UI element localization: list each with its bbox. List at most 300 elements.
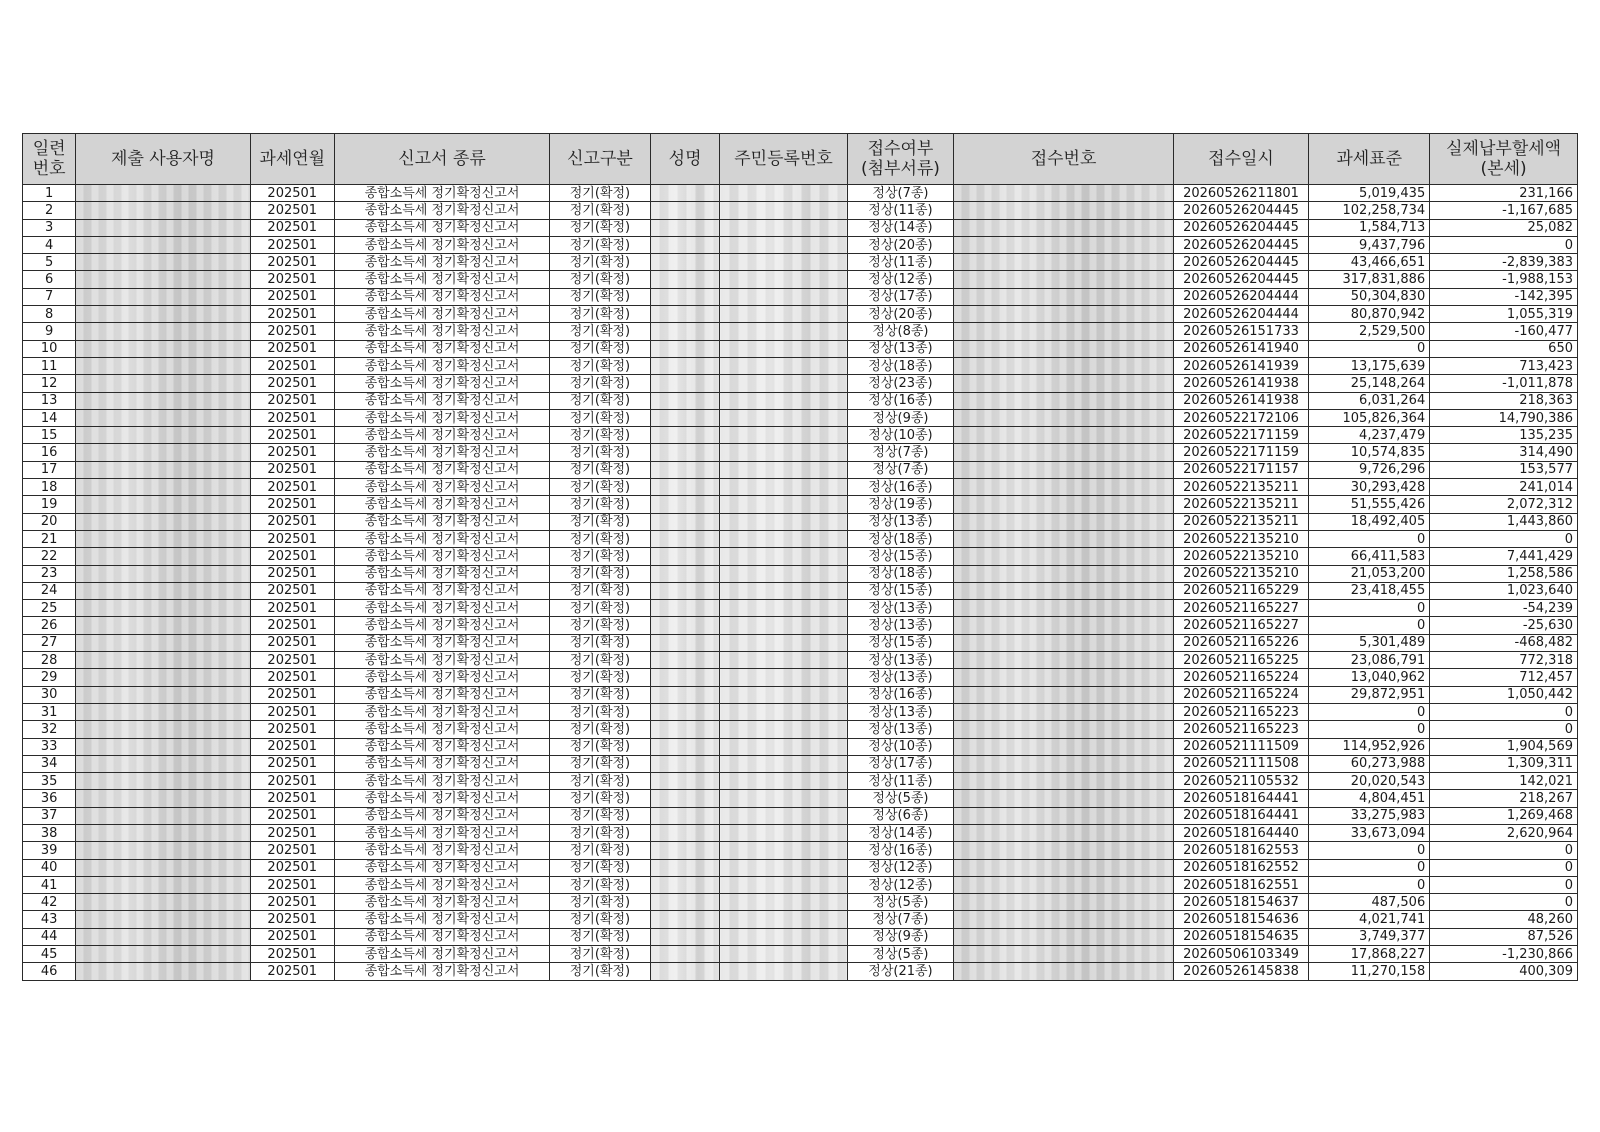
table-row <box>23 513 1578 530</box>
cell-resident-id-redacted <box>720 824 847 841</box>
header-tax-base-label: 과세표준 <box>1336 149 1403 169</box>
cell-name-redacted <box>650 409 720 426</box>
cell-seq: 32 <box>23 721 76 738</box>
cell-seq: 14 <box>23 409 76 426</box>
cell-tax-period: 202501 <box>250 496 334 513</box>
cell-form-type: 종합소득세 정기확정신고서 <box>334 790 549 807</box>
cell-receipt-time: 20260526204444 <box>1173 306 1308 323</box>
cell-tax-base: 60,273,988 <box>1309 755 1430 772</box>
cell-actual-tax: 2,072,312 <box>1430 496 1578 513</box>
cell-submitter-redacted <box>76 565 250 582</box>
cell-tax-period: 202501 <box>250 911 334 928</box>
table-row <box>23 876 1578 893</box>
cell-receipt-no-redacted <box>954 928 1174 945</box>
table-row <box>23 340 1578 357</box>
header-form-type <box>334 134 549 185</box>
cell-form-type: 종합소득세 정기확정신고서 <box>334 444 549 461</box>
cell-submitter-redacted <box>76 634 250 651</box>
table-row <box>23 254 1578 271</box>
table-row <box>23 790 1578 807</box>
cell-actual-tax: 772,318 <box>1430 652 1578 669</box>
cell-submitter-redacted <box>76 842 250 859</box>
cell-tax-base: 50,304,830 <box>1309 288 1430 305</box>
cell-receipt-time: 20260518164441 <box>1173 790 1308 807</box>
cell-receipt-status: 정상(13종) <box>847 669 954 686</box>
cell-tax-period: 202501 <box>250 842 334 859</box>
cell-seq: 46 <box>23 963 76 980</box>
cell-tax-period: 202501 <box>250 219 334 236</box>
cell-actual-tax: 1,023,640 <box>1430 582 1578 599</box>
table-row <box>23 859 1578 876</box>
cell-form-type: 종합소득세 정기확정신고서 <box>334 271 549 288</box>
cell-receipt-time: 20260521165224 <box>1173 686 1308 703</box>
header-form-type-label: 신고서 종류 <box>398 149 486 169</box>
cell-resident-id-redacted <box>720 928 847 945</box>
cell-submitter-redacted <box>76 185 250 202</box>
cell-tax-base: 29,872,951 <box>1309 686 1430 703</box>
cell-submitter-redacted <box>76 496 250 513</box>
cell-actual-tax: 25,082 <box>1430 219 1578 236</box>
cell-seq: 38 <box>23 824 76 841</box>
cell-filing-type: 정기(확정) <box>550 600 651 617</box>
cell-tax-base: 21,053,200 <box>1309 565 1430 582</box>
cell-submitter-redacted <box>76 703 250 720</box>
cell-seq: 6 <box>23 271 76 288</box>
cell-resident-id-redacted <box>720 306 847 323</box>
table-row <box>23 894 1578 911</box>
cell-tax-base: 102,258,734 <box>1309 202 1430 219</box>
table-row <box>23 271 1578 288</box>
cell-actual-tax: 1,050,442 <box>1430 686 1578 703</box>
cell-form-type: 종합소득세 정기확정신고서 <box>334 461 549 478</box>
cell-resident-id-redacted <box>720 340 847 357</box>
cell-receipt-no-redacted <box>954 634 1174 651</box>
table-row <box>23 617 1578 634</box>
cell-receipt-status: 정상(9종) <box>847 928 954 945</box>
cell-form-type: 종합소득세 정기확정신고서 <box>334 928 549 945</box>
cell-receipt-no-redacted <box>954 911 1174 928</box>
table-row <box>23 357 1578 374</box>
cell-receipt-time: 20260518162551 <box>1173 876 1308 893</box>
cell-tax-base: 487,506 <box>1309 894 1430 911</box>
cell-seq: 1 <box>23 185 76 202</box>
cell-filing-type: 정기(확정) <box>550 790 651 807</box>
cell-filing-type: 정기(확정) <box>550 946 651 963</box>
cell-tax-period: 202501 <box>250 340 334 357</box>
cell-receipt-status: 정상(13종) <box>847 513 954 530</box>
cell-actual-tax: 14,790,386 <box>1430 409 1578 426</box>
cell-submitter-redacted <box>76 219 250 236</box>
table-row <box>23 582 1578 599</box>
cell-submitter-redacted <box>76 202 250 219</box>
cell-name-redacted <box>650 963 720 980</box>
cell-receipt-status: 정상(23종) <box>847 375 954 392</box>
cell-tax-base: 9,726,296 <box>1309 461 1430 478</box>
header-filing-type <box>550 134 651 185</box>
cell-receipt-status: 정상(7종) <box>847 911 954 928</box>
cell-filing-type: 정기(확정) <box>550 323 651 340</box>
cell-receipt-no-redacted <box>954 236 1174 253</box>
cell-seq: 41 <box>23 876 76 893</box>
cell-actual-tax: 0 <box>1430 842 1578 859</box>
cell-receipt-no-redacted <box>954 254 1174 271</box>
cell-seq: 18 <box>23 479 76 496</box>
cell-actual-tax: 0 <box>1430 530 1578 547</box>
cell-receipt-status: 정상(17종) <box>847 288 954 305</box>
cell-seq: 17 <box>23 461 76 478</box>
cell-name-redacted <box>650 755 720 772</box>
cell-submitter-redacted <box>76 963 250 980</box>
cell-receipt-no-redacted <box>954 375 1174 392</box>
cell-tax-base: 43,466,651 <box>1309 254 1430 271</box>
cell-receipt-no-redacted <box>954 219 1174 236</box>
cell-tax-base: 11,270,158 <box>1309 963 1430 980</box>
table-row <box>23 669 1578 686</box>
cell-form-type: 종합소득세 정기확정신고서 <box>334 894 549 911</box>
cell-seq: 29 <box>23 669 76 686</box>
cell-tax-period: 202501 <box>250 773 334 790</box>
cell-receipt-time: 20260526204444 <box>1173 288 1308 305</box>
cell-receipt-status: 정상(13종) <box>847 617 954 634</box>
cell-receipt-time: 20260526204445 <box>1173 202 1308 219</box>
cell-seq: 27 <box>23 634 76 651</box>
cell-name-redacted <box>650 185 720 202</box>
cell-submitter-redacted <box>76 911 250 928</box>
cell-submitter-redacted <box>76 323 250 340</box>
cell-tax-base: 0 <box>1309 617 1430 634</box>
cell-submitter-redacted <box>76 738 250 755</box>
cell-receipt-time: 20260518164440 <box>1173 824 1308 841</box>
cell-submitter-redacted <box>76 807 250 824</box>
cell-receipt-time: 20260522135211 <box>1173 479 1308 496</box>
cell-resident-id-redacted <box>720 513 847 530</box>
cell-actual-tax: 2,620,964 <box>1430 824 1578 841</box>
cell-receipt-no-redacted <box>954 894 1174 911</box>
cell-form-type: 종합소득세 정기확정신고서 <box>334 340 549 357</box>
cell-receipt-time: 20260521165225 <box>1173 652 1308 669</box>
cell-name-redacted <box>650 876 720 893</box>
cell-seq: 43 <box>23 911 76 928</box>
cell-filing-type: 정기(확정) <box>550 548 651 565</box>
cell-receipt-time: 20260521165227 <box>1173 617 1308 634</box>
cell-resident-id-redacted <box>720 600 847 617</box>
cell-tax-period: 202501 <box>250 963 334 980</box>
cell-tax-period: 202501 <box>250 271 334 288</box>
cell-name-redacted <box>650 565 720 582</box>
cell-seq: 9 <box>23 323 76 340</box>
table-row <box>23 375 1578 392</box>
cell-seq: 3 <box>23 219 76 236</box>
cell-resident-id-redacted <box>720 617 847 634</box>
cell-resident-id-redacted <box>720 530 847 547</box>
cell-actual-tax: 650 <box>1430 340 1578 357</box>
header-actual-tax <box>1430 134 1578 185</box>
cell-form-type: 종합소득세 정기확정신고서 <box>334 565 549 582</box>
cell-receipt-no-redacted <box>954 703 1174 720</box>
cell-form-type: 종합소득세 정기확정신고서 <box>334 911 549 928</box>
cell-resident-id-redacted <box>720 963 847 980</box>
cell-seq: 28 <box>23 652 76 669</box>
cell-filing-type: 정기(확정) <box>550 894 651 911</box>
cell-resident-id-redacted <box>720 807 847 824</box>
cell-receipt-no-redacted <box>954 824 1174 841</box>
cell-tax-period: 202501 <box>250 530 334 547</box>
table-row <box>23 306 1578 323</box>
cell-receipt-status: 정상(12종) <box>847 859 954 876</box>
cell-filing-type: 정기(확정) <box>550 565 651 582</box>
cell-tax-period: 202501 <box>250 409 334 426</box>
cell-tax-base: 317,831,886 <box>1309 271 1430 288</box>
cell-receipt-time: 20260521165227 <box>1173 600 1308 617</box>
cell-tax-period: 202501 <box>250 807 334 824</box>
cell-resident-id-redacted <box>720 755 847 772</box>
cell-receipt-time: 20260526204445 <box>1173 219 1308 236</box>
cell-receipt-status: 정상(13종) <box>847 652 954 669</box>
cell-receipt-status: 정상(20종) <box>847 236 954 253</box>
cell-filing-type: 정기(확정) <box>550 824 651 841</box>
cell-name-redacted <box>650 652 720 669</box>
cell-filing-type: 정기(확정) <box>550 461 651 478</box>
cell-filing-type: 정기(확정) <box>550 738 651 755</box>
cell-form-type: 종합소득세 정기확정신고서 <box>334 496 549 513</box>
cell-receipt-no-redacted <box>954 565 1174 582</box>
cell-tax-period: 202501 <box>250 894 334 911</box>
cell-resident-id-redacted <box>720 669 847 686</box>
cell-tax-period: 202501 <box>250 824 334 841</box>
cell-filing-type: 정기(확정) <box>550 755 651 772</box>
cell-actual-tax: 48,260 <box>1430 911 1578 928</box>
cell-tax-period: 202501 <box>250 306 334 323</box>
table-row <box>23 236 1578 253</box>
cell-form-type: 종합소득세 정기확정신고서 <box>334 703 549 720</box>
cell-receipt-no-redacted <box>954 859 1174 876</box>
cell-receipt-time: 20260522172106 <box>1173 409 1308 426</box>
cell-resident-id-redacted <box>720 219 847 236</box>
cell-filing-type: 정기(확정) <box>550 911 651 928</box>
table-row <box>23 807 1578 824</box>
cell-filing-type: 정기(확정) <box>550 876 651 893</box>
cell-receipt-no-redacted <box>954 496 1174 513</box>
cell-seq: 44 <box>23 928 76 945</box>
cell-name-redacted <box>650 824 720 841</box>
cell-seq: 15 <box>23 427 76 444</box>
cell-receipt-time: 20260526211801 <box>1173 185 1308 202</box>
cell-form-type: 종합소득세 정기확정신고서 <box>334 306 549 323</box>
cell-receipt-status: 정상(11종) <box>847 254 954 271</box>
cell-tax-period: 202501 <box>250 254 334 271</box>
cell-receipt-no-redacted <box>954 306 1174 323</box>
cell-form-type: 종합소득세 정기확정신고서 <box>334 513 549 530</box>
table-row <box>23 842 1578 859</box>
cell-seq: 33 <box>23 738 76 755</box>
cell-submitter-redacted <box>76 773 250 790</box>
table-row <box>23 928 1578 945</box>
cell-tax-period: 202501 <box>250 928 334 945</box>
cell-tax-base: 80,870,942 <box>1309 306 1430 323</box>
cell-receipt-status: 정상(13종) <box>847 340 954 357</box>
cell-actual-tax: 712,457 <box>1430 669 1578 686</box>
cell-receipt-time: 20260518154637 <box>1173 894 1308 911</box>
cell-resident-id-redacted <box>720 461 847 478</box>
cell-actual-tax: 0 <box>1430 859 1578 876</box>
cell-receipt-status: 정상(20종) <box>847 306 954 323</box>
cell-tax-base: 17,868,227 <box>1309 946 1430 963</box>
header-seq-label: 일련 번호 <box>32 139 66 179</box>
cell-receipt-time: 20260522135210 <box>1173 548 1308 565</box>
cell-name-redacted <box>650 219 720 236</box>
cell-tax-period: 202501 <box>250 236 334 253</box>
cell-receipt-no-redacted <box>954 392 1174 409</box>
cell-seq: 4 <box>23 236 76 253</box>
cell-resident-id-redacted <box>720 876 847 893</box>
cell-receipt-status: 정상(13종) <box>847 703 954 720</box>
cell-filing-type: 정기(확정) <box>550 582 651 599</box>
cell-filing-type: 정기(확정) <box>550 928 651 945</box>
cell-form-type: 종합소득세 정기확정신고서 <box>334 288 549 305</box>
cell-submitter-redacted <box>76 617 250 634</box>
cell-receipt-no-redacted <box>954 600 1174 617</box>
cell-receipt-status: 정상(15종) <box>847 582 954 599</box>
cell-submitter-redacted <box>76 427 250 444</box>
cell-tax-base: 0 <box>1309 721 1430 738</box>
cell-form-type: 종합소득세 정기확정신고서 <box>334 773 549 790</box>
cell-resident-id-redacted <box>720 842 847 859</box>
cell-filing-type: 정기(확정) <box>550 392 651 409</box>
cell-receipt-status: 정상(18종) <box>847 357 954 374</box>
cell-tax-period: 202501 <box>250 686 334 703</box>
cell-receipt-no-redacted <box>954 738 1174 755</box>
cell-form-type: 종합소득세 정기확정신고서 <box>334 479 549 496</box>
cell-receipt-no-redacted <box>954 323 1174 340</box>
cell-filing-type: 정기(확정) <box>550 842 651 859</box>
cell-receipt-no-redacted <box>954 582 1174 599</box>
cell-form-type: 종합소득세 정기확정신고서 <box>334 548 549 565</box>
cell-actual-tax: -142,395 <box>1430 288 1578 305</box>
cell-tax-period: 202501 <box>250 738 334 755</box>
cell-tax-period: 202501 <box>250 427 334 444</box>
cell-tax-base: 4,021,741 <box>1309 911 1430 928</box>
cell-receipt-no-redacted <box>954 427 1174 444</box>
cell-receipt-status: 정상(19종) <box>847 496 954 513</box>
cell-name-redacted <box>650 686 720 703</box>
cell-form-type: 종합소득세 정기확정신고서 <box>334 807 549 824</box>
table-row <box>23 548 1578 565</box>
cell-receipt-status: 정상(10종) <box>847 738 954 755</box>
header-receipt-status-label: 접수여부 (첨부서류) <box>860 139 940 179</box>
cell-form-type: 종합소득세 정기확정신고서 <box>334 824 549 841</box>
cell-receipt-status: 정상(6종) <box>847 807 954 824</box>
cell-seq: 45 <box>23 946 76 963</box>
cell-seq: 12 <box>23 375 76 392</box>
cell-receipt-time: 20260518164441 <box>1173 807 1308 824</box>
cell-form-type: 종합소득세 정기확정신고서 <box>334 669 549 686</box>
cell-tax-base: 10,574,835 <box>1309 444 1430 461</box>
cell-receipt-no-redacted <box>954 963 1174 980</box>
cell-name-redacted <box>650 600 720 617</box>
cell-name-redacted <box>650 461 720 478</box>
cell-name-redacted <box>650 738 720 755</box>
cell-receipt-status: 정상(7종) <box>847 444 954 461</box>
cell-form-type: 종합소득세 정기확정신고서 <box>334 738 549 755</box>
cell-form-type: 종합소득세 정기확정신고서 <box>334 392 549 409</box>
cell-resident-id-redacted <box>720 634 847 651</box>
cell-tax-period: 202501 <box>250 634 334 651</box>
cell-submitter-redacted <box>76 755 250 772</box>
cell-tax-period: 202501 <box>250 288 334 305</box>
cell-resident-id-redacted <box>720 548 847 565</box>
cell-name-redacted <box>650 703 720 720</box>
cell-receipt-time: 20260518162553 <box>1173 842 1308 859</box>
cell-form-type: 종합소득세 정기확정신고서 <box>334 375 549 392</box>
cell-receipt-time: 20260522171159 <box>1173 444 1308 461</box>
cell-actual-tax: 218,363 <box>1430 392 1578 409</box>
cell-tax-base: 0 <box>1309 530 1430 547</box>
cell-actual-tax: -160,477 <box>1430 323 1578 340</box>
cell-receipt-time: 20260521165224 <box>1173 669 1308 686</box>
cell-filing-type: 정기(확정) <box>550 288 651 305</box>
cell-actual-tax: -1,230,866 <box>1430 946 1578 963</box>
cell-actual-tax: 400,309 <box>1430 963 1578 980</box>
cell-resident-id-redacted <box>720 496 847 513</box>
cell-tax-period: 202501 <box>250 790 334 807</box>
cell-receipt-time: 20260522135210 <box>1173 565 1308 582</box>
cell-receipt-time: 20260518154635 <box>1173 928 1308 945</box>
cell-receipt-time: 20260521111509 <box>1173 738 1308 755</box>
cell-actual-tax: 0 <box>1430 876 1578 893</box>
cell-tax-period: 202501 <box>250 565 334 582</box>
cell-name-redacted <box>650 236 720 253</box>
cell-filing-type: 정기(확정) <box>550 859 651 876</box>
cell-tax-period: 202501 <box>250 461 334 478</box>
cell-submitter-redacted <box>76 530 250 547</box>
cell-submitter-redacted <box>76 548 250 565</box>
cell-submitter-redacted <box>76 444 250 461</box>
cell-name-redacted <box>650 790 720 807</box>
header-receipt-no <box>954 134 1174 185</box>
table-body <box>23 185 1578 981</box>
cell-seq: 34 <box>23 755 76 772</box>
cell-actual-tax: 1,904,569 <box>1430 738 1578 755</box>
cell-submitter-redacted <box>76 375 250 392</box>
cell-receipt-no-redacted <box>954 946 1174 963</box>
cell-name-redacted <box>650 582 720 599</box>
cell-resident-id-redacted <box>720 946 847 963</box>
cell-seq: 23 <box>23 565 76 582</box>
cell-name-redacted <box>650 911 720 928</box>
cell-filing-type: 정기(확정) <box>550 375 651 392</box>
cell-receipt-no-redacted <box>954 807 1174 824</box>
cell-name-redacted <box>650 721 720 738</box>
cell-tax-base: 6,031,264 <box>1309 392 1430 409</box>
cell-name-redacted <box>650 513 720 530</box>
cell-receipt-time: 20260518162552 <box>1173 859 1308 876</box>
cell-receipt-time: 20260526145838 <box>1173 963 1308 980</box>
cell-filing-type: 정기(확정) <box>550 357 651 374</box>
cell-receipt-time: 20260521165223 <box>1173 721 1308 738</box>
cell-tax-base: 0 <box>1309 859 1430 876</box>
cell-actual-tax: 218,267 <box>1430 790 1578 807</box>
cell-seq: 7 <box>23 288 76 305</box>
cell-tax-base: 33,275,983 <box>1309 807 1430 824</box>
cell-resident-id-redacted <box>720 236 847 253</box>
cell-name-redacted <box>650 323 720 340</box>
cell-tax-base: 0 <box>1309 340 1430 357</box>
cell-submitter-redacted <box>76 306 250 323</box>
table-row <box>23 323 1578 340</box>
cell-submitter-redacted <box>76 409 250 426</box>
cell-receipt-time: 20260526204445 <box>1173 271 1308 288</box>
cell-actual-tax: 0 <box>1430 236 1578 253</box>
